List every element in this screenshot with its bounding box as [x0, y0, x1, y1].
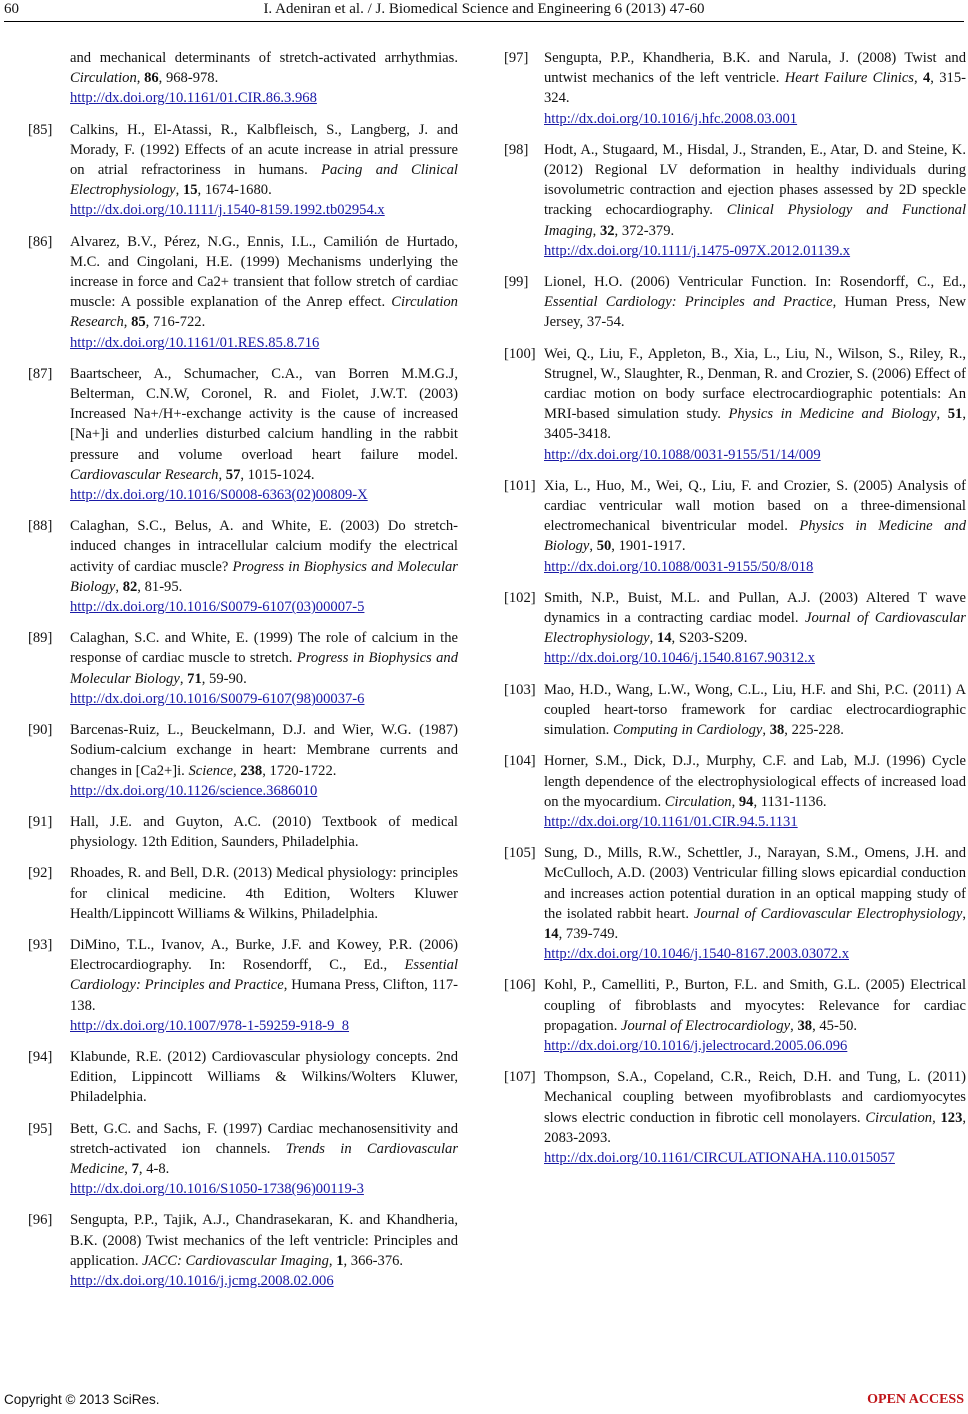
journal-volume: 1	[336, 1252, 344, 1269]
doi-link[interactable]: http://dx.doi.org/10.1046/j.1540.8167.90312.x	[544, 650, 815, 667]
journal-pages: , 366-376.	[343, 1252, 404, 1269]
reference-number: [96]	[28, 1212, 53, 1229]
journal-name: Circulation	[865, 1109, 933, 1126]
journal-pages: , 45-50.	[812, 1017, 858, 1034]
reference-body: Wei, Q., Liu, F., Appleton, B., Xia, L., Liu, N., Wilson, S., Riley, R., Strugnel, W., Slaughter, R., Denman, R. and Crozier, S. (2006) Effect of cardiac motion on body surface electrocardiographic potentials: An MRI-based simulation study. Physics in Medicine and Biology, 51, 3405-3418. http://dx.doi.org/10.1088/0031-9155/51/14/009	[544, 345, 966, 463]
reference-number: [98]	[504, 141, 529, 158]
reference-item	[28, 120, 458, 221]
reference-continuation: and mechanical determinants of stretch-activated arrhythmias. Circulation, 86, 968-978. http://dx.doi.org/10.1161/01.CIR.86.3.968	[70, 50, 458, 107]
doi-link[interactable]: http://dx.doi.org/10.1111/j.1540-8159.1992.tb02954.x	[70, 202, 385, 219]
doi-link[interactable]: http://dx.doi.org/10.1016/j.jelectrocard.2005.06.096	[544, 1037, 848, 1054]
reference-body	[70, 863, 458, 924]
journal-pages: , 2083-2093.	[544, 1109, 967, 1146]
journal-name: Physics in Medicine and Biology	[544, 518, 966, 555]
reference-text: DiMino, T.L., Ivanov, A., Burke, J.F. and Kowey, P.R. (2006) Electrocardiography. In: Rosendorff, C., Ed.,	[70, 936, 458, 974]
reference-text: Kohl, P., Camelliti, P., Burton, F.L. and Smith, G.L. (2005) Electrical coupling of fibroblasts and myocytes: Relevance for cardiac propagation.	[544, 977, 966, 1034]
journal-volume: 238	[240, 762, 263, 779]
reference-item	[504, 975, 966, 1056]
reference-body: Sengupta, P.P., Tajik, A.J., Chandrasekaran, K. and Khandheria, B.K. (2008) Twist mechanics of the left ventricle: Principles and application. JACC: Cardiovascular Imaging, 1, 366-376. http://dx.doi.org/10.1016/j.jcmg.2008.02.006	[70, 1212, 458, 1289]
reference-item	[504, 344, 966, 465]
reference-number: [105]	[504, 845, 536, 862]
reference-item	[504, 272, 966, 333]
reference-body: Thompson, S.A., Copeland, C.R., Reich, D.H. and Tung, L. (2011) Mechanical coupling between myofibroblasts and cardiomyocytes slows electric conduction in fibrotic cell monolayers. Circulation, 123, 2083-2093. http://dx.doi.org/10.1161/CIRCULATIONAHA.110.015057	[544, 1069, 967, 1166]
journal-volume: 57	[225, 466, 241, 483]
reference-item	[28, 1047, 458, 1108]
reference-item	[504, 588, 966, 669]
journal-pages: , 225-228.	[784, 722, 844, 739]
journal-volume: 15	[182, 182, 198, 199]
reference-number: [86]	[28, 233, 53, 250]
journal-name: Circulation Research	[70, 294, 458, 331]
reference-text: Calaghan, S.C., Belus, A. and White, E. (2003) Do stretch-induced changes in intracellular calcium modify the electrical activity of cardiac muscle?	[70, 518, 458, 575]
doi-link[interactable]: http://dx.doi.org/10.1088/0031-9155/51/14/009	[544, 446, 821, 463]
reference-number: [106]	[504, 977, 536, 994]
journal-volume: 7	[131, 1160, 139, 1177]
journal-name: Clinical Physiology and Functional Imaging	[544, 202, 966, 239]
journal-name: Journal of Electrocardiology	[621, 1017, 791, 1034]
reference-number: [91]	[28, 813, 53, 830]
doi-link[interactable]: http://dx.doi.org/10.1016/j.jcmg.2008.02.006	[70, 1272, 334, 1289]
reference-item	[28, 1210, 458, 1291]
reference-item	[28, 935, 458, 1036]
reference-number: [95]	[28, 1120, 53, 1137]
reference-body	[70, 1047, 458, 1108]
doi-link[interactable]: http://dx.doi.org/10.1016/S1050-1738(96)00119-3	[70, 1181, 364, 1198]
journal-volume: 94	[738, 793, 754, 810]
reference-body: Baartscheer, A., Schumacher, C.A., van Borren M.M.G.J, Belterman, C.N.W, Coronel, R. and Fiolet, J.W.T. (2003) Increased Na+/H+-exchange activity is the cause of increased [Na+]i and underlies disturbed calcium handling in the rabbit pressure and volume overload heart failure model. Cardiovascular Research, 57, 1015-1024. http://dx.doi.org/10.1016/S0008-6363(02)00809-X	[70, 365, 458, 504]
reference-body	[70, 812, 458, 852]
reference-number: [103]	[504, 681, 536, 698]
reference-body: Horner, S.M., Dick, D.J., Murphy, C.F. and Lab, M.J. (1996) Cycle length dependence of the electrophysiological effects of increased load on the myocardium. Circulation, 94, 1131-1136. http://dx.doi.org/10.1161/01.CIR.94.5.1131	[544, 753, 966, 830]
reference-number: [99]	[504, 274, 529, 291]
doi-link[interactable]: http://dx.doi.org/10.1016/S0008-6363(02)00809-X	[70, 487, 368, 504]
reference-body: Kohl, P., Camelliti, P., Burton, F.L. and Smith, G.L. (2005) Electrical coupling of fibroblasts and myocytes: Relevance for cardiac propagation. Journal of Electrocardiology, 38, 45-50. http://dx.doi.org/10.1016/j.jelectrocard.2005.06.096	[544, 977, 966, 1054]
open-access-label: OPEN ACCESS	[867, 1392, 964, 1407]
reference-text: Sengupta, P.P., Tajik, A.J., Chandrasekaran, K. and Khandheria, B.K. (2008) Twist mechanics of the left ventricle: Principles and application.	[70, 1212, 458, 1269]
reference-number: [100]	[504, 345, 536, 362]
page-footer	[0, 1392, 968, 1412]
reference-item	[28, 628, 458, 709]
reference-item	[28, 1119, 458, 1200]
reference-body: Hodt, A., Stugaard, M., Hisdal, J., Stranden, E., Atar, D. and Steine, K. (2012) Regional LV deformation in healthy individuals during isovolumetric contraction and ejection phases assessed by 2D speckle tracking echocardiography. Clinical Physiology and Functional Imaging, 32, 372-379. http://dx.doi.org/10.1111/j.1475-097X.2012.01139.x	[544, 141, 966, 259]
doi-link[interactable]: http://dx.doi.org/10.1161/01.CIR.86.3.968	[70, 90, 317, 107]
reference-item	[504, 751, 966, 832]
doi-link[interactable]: http://dx.doi.org/10.1161/CIRCULATIONAHA.110.015057	[544, 1149, 895, 1166]
left-column	[28, 48, 458, 1302]
reference-number: [92]	[28, 865, 53, 882]
reference-item	[504, 1067, 966, 1168]
journal-name: Progress in Biophysics and Molecular Biology	[70, 650, 458, 687]
journal-volume: 4	[922, 70, 931, 87]
reference-text: Hodt, A., Stugaard, M., Hisdal, J., Stranden, E., Atar, D. and Steine, K. (2012) Regional LV deformation in healthy individuals during isovolumetric contraction and ejection phases assessed by 2D speckle tracking echocardiography.	[544, 141, 966, 219]
journal-volume: 14	[656, 630, 672, 647]
reference-body: Calaghan, S.C., Belus, A. and White, E. (2003) Do stretch-induced changes in intracellular calcium modify the electrical activity of cardiac muscle? Progress in Biophysics and Molecular Biology, 82, 81-95. http://dx.doi.org/10.1016/S0079-6107(03)00007-5	[70, 518, 458, 616]
reference-text: Sung, D., Mills, R.W., Schettler, J., Narayan, S.M., Omens, J.H. and McCulloch, A.D. (2003) Ventricular filling slows epicardial conduction and increases action potential duration in an optical mapping study of the isolated rabbit heart.	[544, 845, 966, 922]
reference-text: Calkins, H., El-Atassi, R., Kalbfleisch, S., Langberg, J. and Morady, F. (1992) Effects of an acute increase in atrial pressure on atrial refractoriness in humans.	[70, 121, 458, 179]
reference-number: [90]	[28, 722, 53, 739]
reference-text: Mao, H.D., Wang, L.W., Wong, C.L., Liu, H.F. and Shi, P.C. (2011) A coupled heart-torso framework for cardiac electrocardiographic simulation.	[544, 681, 966, 739]
reference-number: [101]	[504, 477, 536, 494]
journal-name: Progress in Biophysics and Molecular Biology	[70, 558, 458, 595]
doi-link[interactable]: http://dx.doi.org/10.1126/science.3686010	[70, 782, 318, 799]
reference-number: [85]	[28, 121, 53, 138]
journal-pages: , 1901-1917.	[611, 538, 686, 555]
reference-item	[504, 680, 966, 741]
journal-volume: 82	[122, 578, 138, 595]
journal-name: Science	[188, 762, 234, 779]
reference-body: Bett, G.C. and Sachs, F. (1997) Cardiac mechanosensitivity and stretch-activated ion channels. Trends in Cardiovascular Medicine, 7, 4-8. http://dx.doi.org/10.1016/S1050-1738(96)00119-3	[70, 1120, 459, 1198]
reference-body: Smith, N.P., Buist, M.L. and Pullan, A.J. (2003) Altered T wave dynamics in a contracting cardiac model. Journal of Cardiovascular Electrophysiology, 14, S203-S209. http://dx.doi.org/10.1046/j.1540.8167.90312.x	[544, 589, 966, 667]
reference-body: Mao, H.D., Wang, L.W., Wong, C.L., Liu, H.F. and Shi, P.C. (2011) A coupled heart-torso framework for cardiac electrocardiographic simulation. Computing in Cardiology, 38, 225-228.	[544, 681, 966, 739]
reference-text: Klabunde, R.E. (2012) Cardiovascular physiology concepts. 2nd Edition, Lippincott Williams & Wilkins/Wolters Kluwer, Philadelphia.	[70, 1048, 458, 1106]
journal-pages: , 4-8.	[138, 1160, 170, 1177]
reference-number: [107]	[504, 1069, 536, 1086]
reference-number: [102]	[504, 589, 536, 606]
doi-link[interactable]: http://dx.doi.org/10.1046/j.1540-8167.2003.03072.x	[544, 946, 849, 963]
reference-item	[28, 364, 458, 505]
journal-pages: , 3405-3418.	[544, 406, 966, 443]
journal-pages: , 1720-1722.	[262, 762, 337, 779]
reference-text: Barcenas-Ruiz, L., Beuckelmann, D.J. and Wier, W.G. (1987) Sodium-calcium exchange in heart: Membrane currents and changes in [Ca2+]i.	[70, 722, 458, 779]
journal-volume: 38	[769, 722, 785, 739]
journal-pages: , 81-95.	[137, 578, 183, 595]
journal-name: Heart Failure Clinics	[784, 70, 914, 87]
journal-name: Pacing and Clinical Electrophysiology	[70, 162, 458, 199]
journal-pages: , Humana Press, Clifton, 117-138.	[70, 977, 458, 1014]
reference-body: Alvarez, B.V., Pérez, N.G., Ennis, I.L., Camilión de Hurtado, M.C. and Cingolani, H.E. (1999) Mechanisms underlying the increase in force and Ca2+ transient that follow stretch of cardiac muscle: A possible explanation of the Anrep effect. Circulation Research, 85, 716-722. http://dx.doi.org/10.1161/01.RES.85.8.716	[70, 233, 458, 351]
journal-pages: , 372-379.	[614, 222, 675, 239]
journal-pages: , 739-749.	[558, 925, 619, 942]
reference-number: [89]	[28, 630, 53, 647]
journal-name: Circulation	[664, 793, 732, 810]
journal-name: Journal of Cardiovascular Electrophysiology	[693, 905, 963, 922]
reference-text: Bett, G.C. and Sachs, F. (1997) Cardiac mechanosensitivity and stretch-activated ion channels.	[70, 1120, 458, 1157]
journal-volume: 71	[187, 670, 202, 687]
reference-body: Barcenas-Ruiz, L., Beuckelmann, D.J. and Wier, W.G. (1987) Sodium-calcium exchange in heart: Membrane currents and changes in [Ca2+]i. Science, 238, 1720-1722. http://dx.doi.org/10.1126/science.3686010	[70, 722, 458, 799]
reference-text: Xia, L., Huo, M., Wei, Q., Liu, F. and Crozier, S. (2005) Analysis of cardiac ventricular wall motion based on a three-dimensional electromechanical biventricular model.	[544, 477, 966, 535]
journal-name: Physics in Medicine and Biology	[728, 406, 937, 423]
reference-item	[28, 516, 458, 617]
journal-volume: 14	[544, 925, 559, 942]
reference-item	[28, 720, 458, 801]
journal-name: Cardiovascular Research	[70, 466, 219, 483]
reference-text: Hall, J.E. and Guyton, A.C. (2010) Textbook of medical physiology. 12th Edition, Saunders, Philadelphia.	[70, 813, 458, 851]
doi-link[interactable]: http://dx.doi.org/10.1161/01.CIR.94.5.1131	[544, 813, 798, 830]
journal-volume: 51	[947, 406, 963, 423]
reference-text: Rhoades, R. and Bell, D.R. (2013) Medical physiology: principles for clinical medicine. 4th Edition, Wolters Kluwer Health/Lippincott Williams & Wilkins, Philadelphia.	[70, 865, 458, 922]
reference-body: Calaghan, S.C. and White, E. (1999) The role of calcium in the response of cardiac muscle to stretch. Progress in Biophysics and Molecular Biology, 71, 59-90. http://dx.doi.org/10.1016/S0079-6107(98)00037-6	[70, 630, 458, 707]
reference-number: [88]	[28, 518, 53, 535]
reference-body: Sung, D., Mills, R.W., Schettler, J., Narayan, S.M., Omens, J.H. and McCulloch, A.D. (2003) Ventricular filling slows epicardial conduction and increases action potential duration in an optical mapping study of the isolated rabbit heart. Journal of Cardiovascular Electrophysiology, 14, 739-749. http://dx.doi.org/10.1046/j.1540-8167.2003.03072.x	[544, 845, 966, 963]
reference-body	[70, 935, 458, 1036]
reference-text: Alvarez, B.V., Pérez, N.G., Ennis, I.L., Camilión de Hurtado, M.C. and Cingolani, H.E. (1999) Mechanisms underlying the increase in force and Ca2+ transient that follow stretch of cardiac muscle: A possible explanation of the Anrep effect.	[70, 233, 458, 311]
running-head: I. Adeniran et al. / J. Biomedical Science and Engineering 6 (2013) 47-60	[263, 1, 705, 17]
reference-text: Smith, N.P., Buist, M.L. and Pullan, A.J. (2003) Altered T wave dynamics in a contracting cardiac model.	[544, 589, 966, 627]
reference-number: [97]	[504, 50, 529, 66]
journal-pages: , 59-90.	[201, 670, 247, 687]
reference-body: Xia, L., Huo, M., Wei, Q., Liu, F. and Crozier, S. (2005) Analysis of cardiac ventricular wall motion based on a three-dimensional electromechanical biventricular model. Physics in Medicine and Biology, 50, 1901-1917. http://dx.doi.org/10.1088/0031-9155/50/8/018	[544, 477, 966, 575]
reference-text: Sengupta, P.P., Khandheria, B.K. and Narula, J. (2008) Twist and untwist mechanics of the left ventricle.	[544, 50, 966, 87]
journal-volume: 85	[131, 314, 146, 331]
journal-name: Computing in Cardiology	[612, 722, 763, 739]
reference-item	[28, 232, 458, 353]
reference-number: [87]	[28, 365, 53, 382]
page-header	[0, 0, 968, 24]
journal-pages: , 1015-1024.	[240, 466, 315, 483]
journal-pages: , Human Press, New Jersey, 37-54.	[544, 294, 966, 331]
header-rule	[4, 21, 964, 22]
page-number: 60	[4, 1, 19, 17]
journal-volume: 32	[599, 222, 615, 239]
journal-volume: 50	[596, 538, 612, 555]
reference-number: [93]	[28, 936, 53, 953]
doi-link[interactable]: http://dx.doi.org/10.1161/01.RES.85.8.716	[70, 334, 320, 351]
journal-pages: , 716-722.	[145, 314, 206, 331]
reference-item	[504, 476, 966, 577]
journal-name: Essential Cardiology: Principles and Practice	[544, 294, 833, 311]
copyright-notice: Copyright © 2013 SciRes.	[4, 1392, 160, 1407]
doi-link[interactable]: http://dx.doi.org/10.1007/978-1-59259-918-9_8	[70, 1017, 350, 1034]
reference-text: Horner, S.M., Dick, D.J., Murphy, C.F. and Lab, M.J. (1996) Cycle length dependence of the electrophysiological effects of increased load on the myocardium.	[544, 753, 966, 810]
journal-volume: 38	[797, 1017, 813, 1034]
reference-item	[28, 863, 458, 924]
doi-link[interactable]: http://dx.doi.org/10.1016/S0079-6107(98)00037-6	[70, 690, 365, 707]
journal-name: Trends in Cardiovascular Medicine	[70, 1140, 459, 1177]
reference-number: [104]	[504, 753, 536, 770]
journal-name: Journal of Cardiovascular Electrophysiology	[544, 610, 966, 647]
journal-pages: , 1674-1680.	[197, 182, 272, 199]
journal-name: Essential Cardiology: Principles and Practice	[70, 957, 458, 994]
reference-text: Wei, Q., Liu, F., Appleton, B., Xia, L., Liu, N., Wilson, S., Riley, R., Strugnel, W., Slaughter, R., Denman, R. and Crozier, S. (2006) Effect of cardiac motion on body surface electrocardiographic potentials: An MRI-based simulation study.	[544, 345, 966, 423]
right-column	[504, 48, 966, 1179]
reference-text: Baartscheer, A., Schumacher, C.A., van Borren M.M.G.J, Belterman, C.N.W, Coronel, R. and Fiolet, J.W.T. (2003) Increased Na+/H+-exchange activity is the cause of increased [Na+]i and underlies disturbed calcium handling in the rabbit pressure and volume overload heart failure model.	[70, 365, 458, 463]
reference-item	[504, 48, 966, 129]
doi-link[interactable]: http://dx.doi.org/10.1016/S0079-6107(03)00007-5	[70, 599, 365, 616]
doi-link[interactable]: http://dx.doi.org/10.1111/j.1475-097X.2012.01139.x	[544, 242, 851, 259]
reference-item	[504, 843, 966, 964]
reference-item	[28, 812, 458, 852]
journal-pages: , S203-S209.	[671, 630, 748, 647]
reference-text: Thompson, S.A., Copeland, C.R., Reich, D.H. and Tung, L. (2011) Mechanical coupling between myofibroblasts and cardiomyocytes slows electric conduction in fibrotic cell monolayers.	[544, 1069, 966, 1126]
reference-text: Calaghan, S.C. and White, E. (1999) The role of calcium in the response of cardiac muscle to stretch.	[70, 630, 458, 667]
journal-volume: 123	[940, 1109, 963, 1126]
doi-link[interactable]: http://dx.doi.org/10.1088/0031-9155/50/8/018	[544, 558, 814, 575]
journal-pages: , 315-324.	[544, 70, 966, 107]
reference-text: Lionel, H.O. (2006) Ventricular Function. In: Rosendorff, C., Ed.,	[544, 274, 966, 291]
reference-item	[504, 140, 966, 261]
reference-body: Calkins, H., El-Atassi, R., Kalbfleisch, S., Langberg, J. and Morady, F. (1992) Effects of an acute increase in atrial pressure on atrial refractoriness in humans. Pacing and Clinical Electrophysiology, 15, 1674-1680. http://dx.doi.org/10.1111/j.1540-8159.1992.tb02954.x	[70, 121, 458, 219]
doi-link[interactable]: http://dx.doi.org/10.1016/j.hfc.2008.03.001	[544, 110, 798, 127]
reference-body	[544, 272, 966, 333]
journal-name: JACC: Cardiovascular Imaging	[142, 1252, 329, 1269]
reference-body: Sengupta, P.P., Khandheria, B.K. and Narula, J. (2008) Twist and untwist mechanics of the left ventricle. Heart Failure Clinics, 4, 315-324. http://dx.doi.org/10.1016/j.hfc.2008.03.001	[544, 50, 966, 127]
journal-pages: , 1131-1136.	[753, 793, 827, 810]
reference-number: [94]	[28, 1048, 53, 1065]
